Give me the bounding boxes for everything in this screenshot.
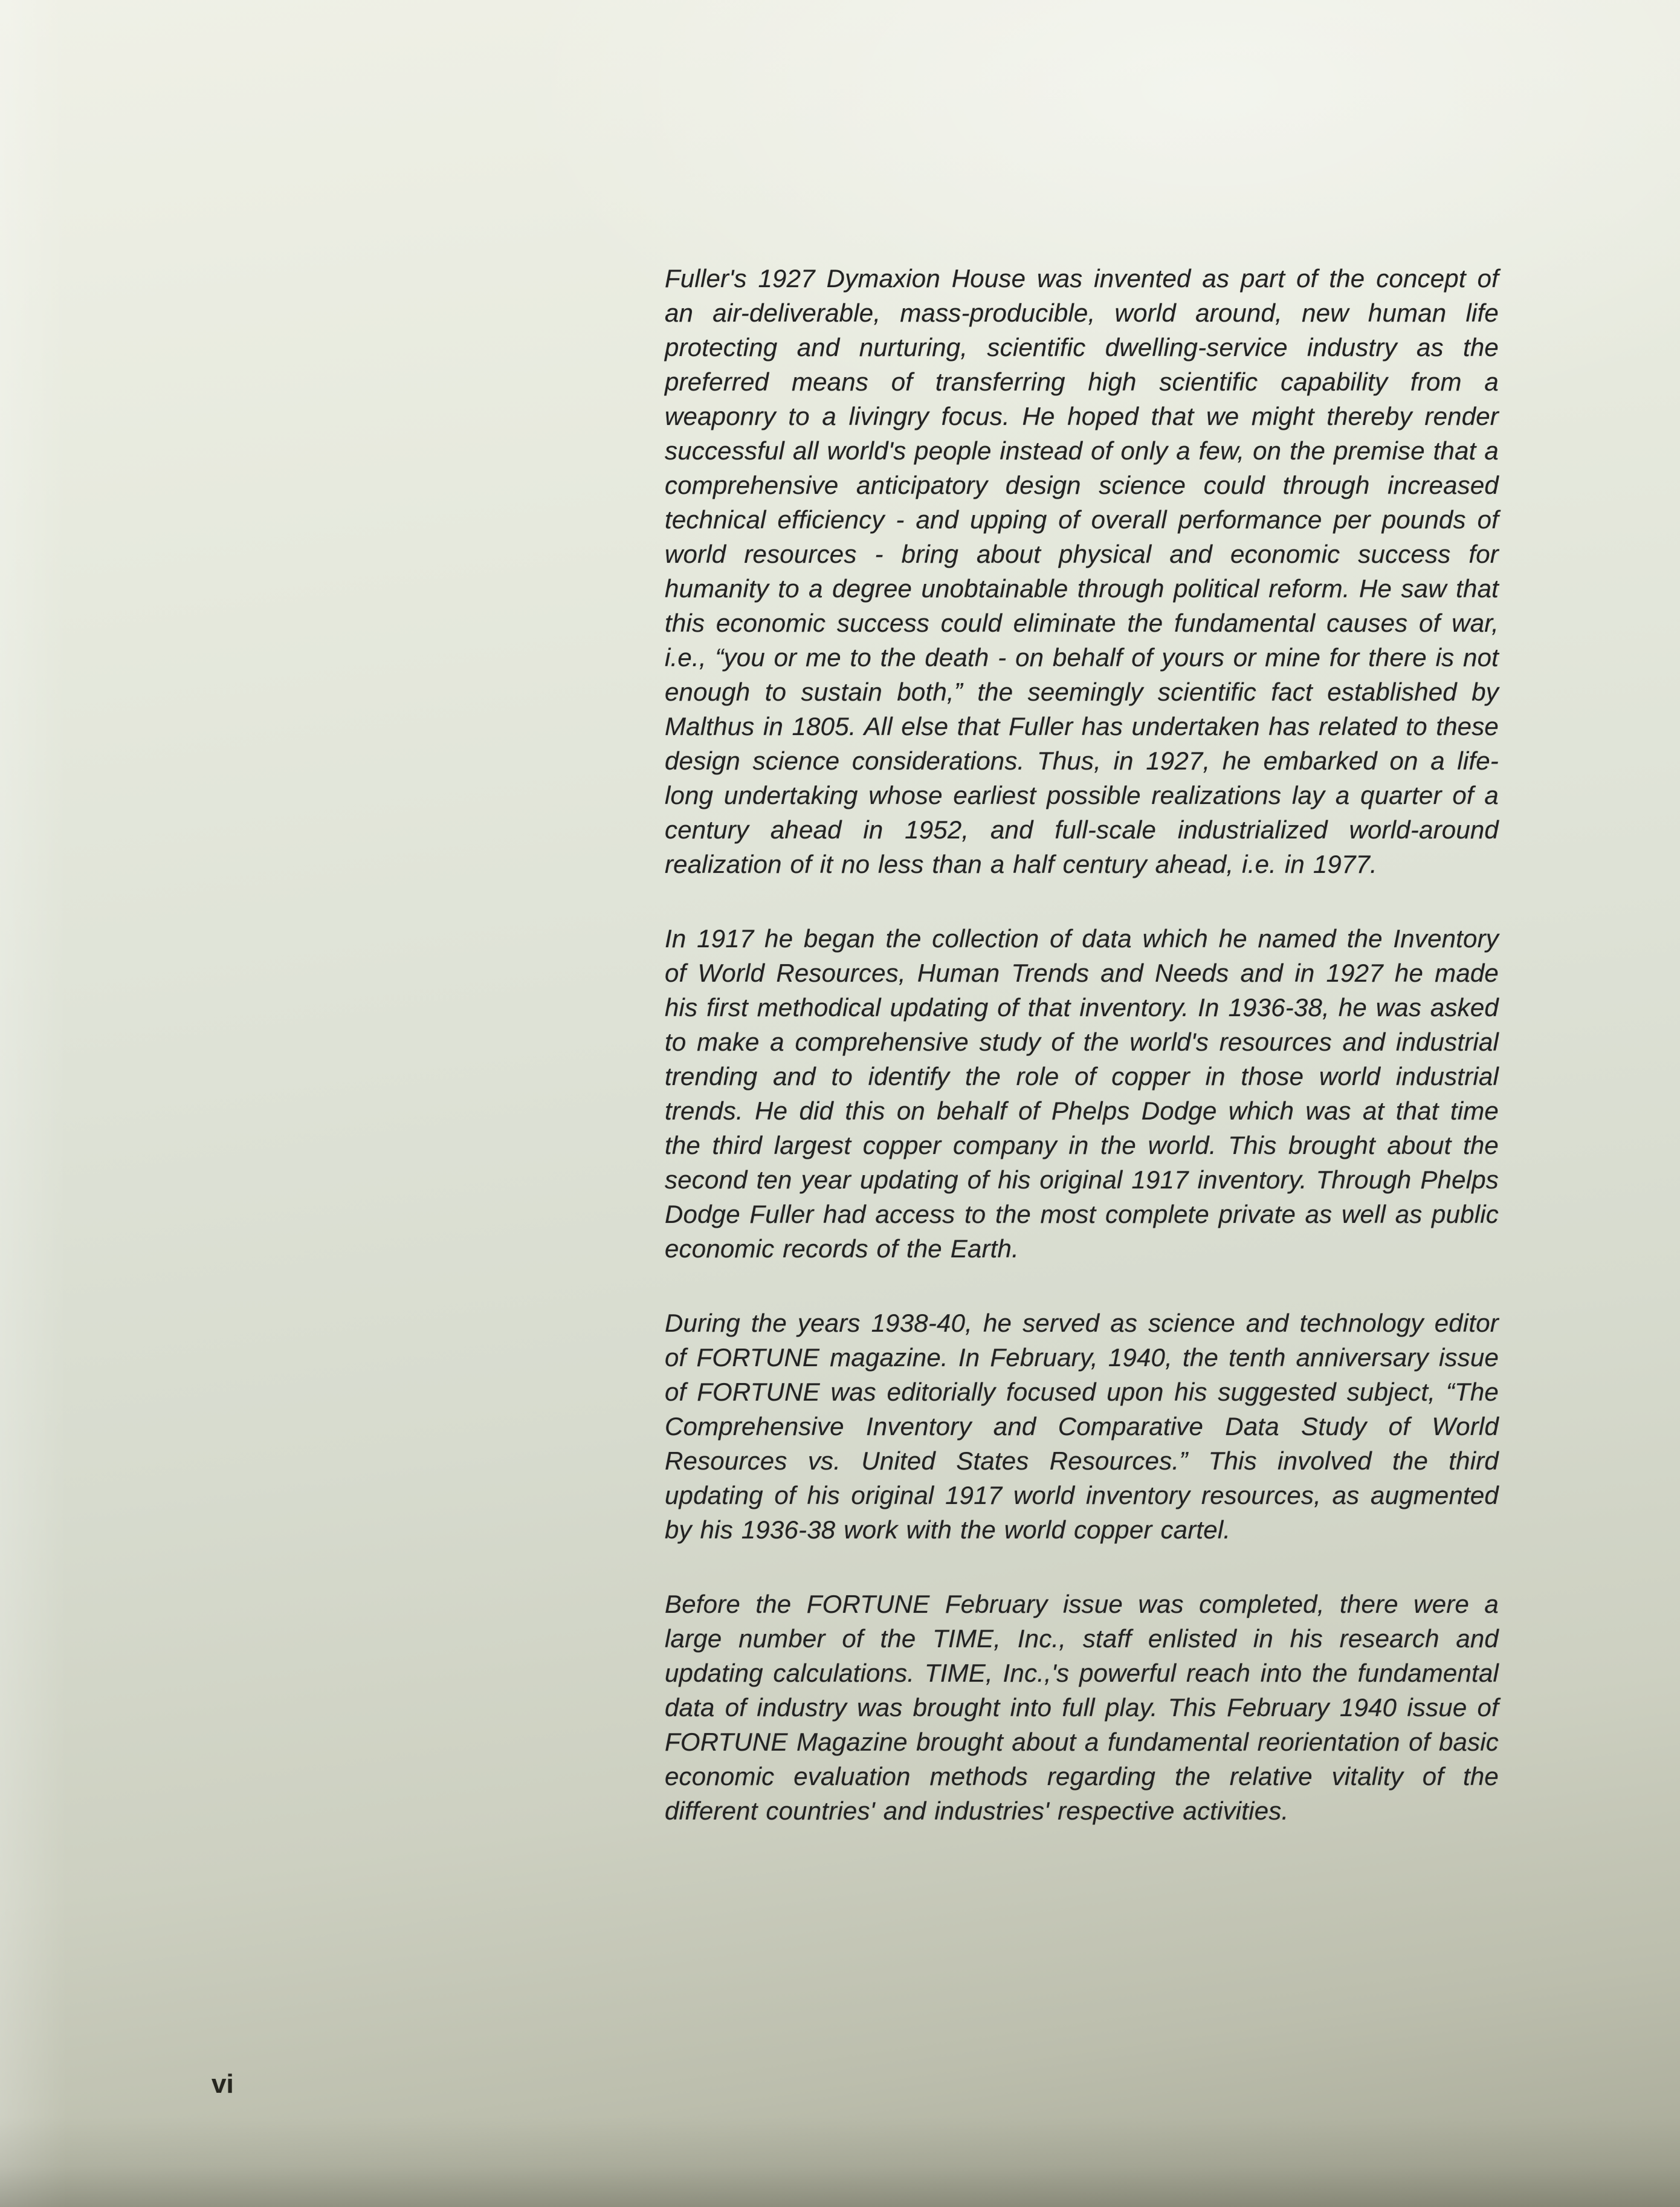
page-bottom-shadow [0,2116,1680,2207]
page-number: vi [212,2069,234,2099]
text-column [665,261,1499,1868]
paragraph-dymaxion-house: Fuller's 1927 Dymaxion House was invented as part of the concept of an air-deliverable, mass-producible, world around, new human life protecting and nurturing, scientific dwelling-service industry as the preferred means of transferring high scientific capability from a weaponry to a livingry focus. He hoped that we might thereby render successful all world's people instead of only a few, on the premise that a comprehensive anticipatory design science could through increased technical efficiency - and upping of overall performance per pounds of world resources - bring about physical and economic success for humanity to a degree unobtainable through political reform. He saw that this economic success could eliminate the fundamental causes of war, i.e., “you or me to the death - on behalf of yours or mine for there is not enough to sustain both,” the seemingly scientific fact established by Malthus in 1805. All else that Fuller has undertaken has related to these design science considerations. Thus, in 1927, he embarked on a life-long undertaking whose earliest possible realizations lay a quarter of a century ahead in 1952, and full-scale industrialized world-around realization of it no less than a half century ahead, i.e. in 1977. [665,264,1499,878]
paragraph-fortune-editor: During the years 1938-40, he served as science and technology editor of FORTUNE magazine. In February, 1940, the tenth anniversary issue of FORTUNE was editorially focused upon his suggested subject, “The Comprehensive Inventory and Comparative Data Study of World Resources vs. United States Resources.” This involved the third updating of his original 1917 world inventory resources, as augmented by his 1936-38 work with the world copper cartel. [665,1309,1499,1544]
paragraph-time-inc: Before the FORTUNE February issue was completed, there were a large number of the TIME, Inc., staff enlisted in his research and updating calculations. TIME, Inc.,'s powerful reach into the fundamental data of industry was brought into full play. This February 1940 issue of FORTUNE Magazine brought about a fundamental reorientation of basic economic evaluation methods regarding the relative vitality of the different countries' and industries' respective activities. [665,1590,1499,1825]
paragraph-inventory-1917: In 1917 he began the collection of data which he named the Inventory of World Resources, Human Trends and Needs and in 1927 he made his first methodical updating of that inventory. In 1936-38, he was asked to make a comprehensive study of the world's resources and industrial trending and to identify the role of copper in those world industrial trends. He did this on behalf of Phelps Dodge which was at that time the third largest copper company in the world. This brought about the second ten year updating of his original 1917 inventory. Through Phelps Dodge Fuller had access to the most complete private as well as public economic records of the Earth. [665,924,1499,1263]
